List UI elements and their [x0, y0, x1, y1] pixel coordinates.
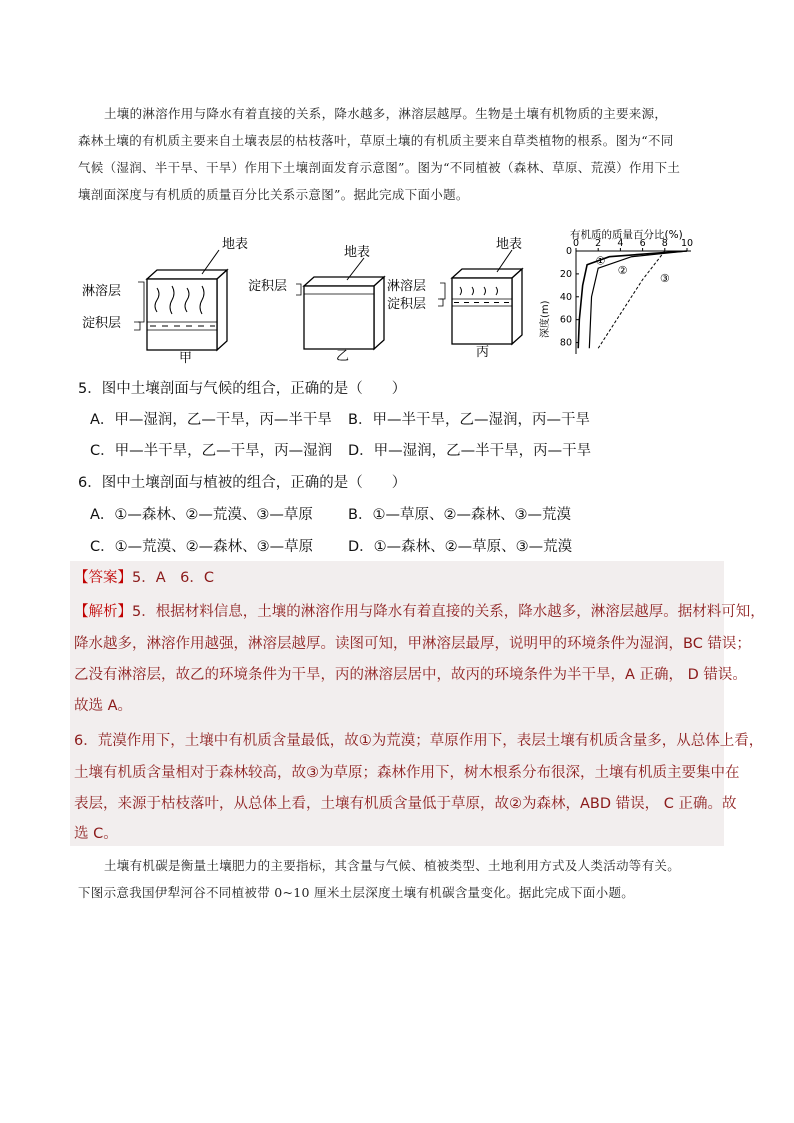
series-label-1: ① [595, 254, 606, 268]
series-label-2: ② [617, 263, 628, 277]
outro-line-2: 下图示意我国伊犁河谷不同植被带 0~10 厘米土层深度土壤有机碳含量变化。据此完成下面小题。 [78, 885, 635, 900]
profile-jia [82, 236, 248, 366]
q6-option-a[interactable]: A．①—森林、②—荒漠、③—草原 [90, 507, 313, 523]
x-tick-label: 0 [572, 238, 580, 249]
yi-surface-label: 地表 [344, 245, 371, 260]
y-tick-label: 20 [559, 268, 572, 280]
organic-matter-chart [538, 228, 693, 354]
analysis-tag: 【解析】 [74, 604, 132, 620]
y-tick-label: 40 [559, 291, 572, 303]
bing-deposit-label: 淀积层 [387, 297, 427, 312]
profile-bing [387, 236, 522, 360]
q5-option-b[interactable]: B．甲—半干旱，乙—湿润，丙—干旱 [348, 412, 590, 428]
intro-line-1: 土壤的淋溶作用与降水有着直接的关系，降水越多，淋溶层越厚。生物是土壤有机物质的主要来源， [104, 106, 668, 121]
analysis-line-8: 选 C。 [74, 826, 118, 842]
y-tick-label: 60 [559, 314, 572, 326]
q6-option-d[interactable]: D．①—森林、②—草原、③—荒漠 [348, 539, 573, 555]
q5-stem: 5．图中土壤剖面与气候的组合，正确的是（ ） [78, 381, 407, 397]
series-line-3 [598, 251, 665, 348]
bing-surface-label: 地表 [496, 237, 523, 252]
analysis-line-6: 土壤有机质含量相对于森林较高，故③为草原；森林作用下，树木根系分布很深，土壤有机质主要集中在 [74, 765, 740, 781]
yi-label: 乙 [336, 349, 350, 364]
analysis-line-2: 降水越多，淋溶作用越强，淋溶层越厚。读图可知，甲淋溶层最厚，说明甲的环境条件为湿润，BC 错误； [74, 636, 751, 652]
answer-text: 5．A 6．C [132, 570, 214, 586]
q5-option-a[interactable]: A．甲—湿润，乙—干旱，丙—半干旱 [90, 412, 332, 428]
yi-deposit-label: 淀积层 [248, 279, 288, 294]
x-tick-label: 4 [617, 238, 624, 249]
answer-tag: 【答案】 [74, 570, 132, 586]
analysis-text-1: 5．根据材料信息，土壤的淋溶作用与降水有着直接的关系，降水越多，淋溶层越厚。据材料可知， [132, 604, 765, 620]
chart-title: 有机质的质量百分比(%) [570, 229, 683, 241]
q5-option-d[interactable]: D．甲—湿润，乙—半干旱，丙—干旱 [348, 443, 592, 459]
q6-stem: 6．图中土壤剖面与植被的组合，正确的是（ ） [78, 475, 407, 491]
x-tick-label: 2 [595, 238, 602, 249]
analysis-line-1 [74, 600, 765, 621]
profile-yi [248, 244, 384, 364]
jia-deposit-label: 淀积层 [82, 316, 122, 331]
intro-paragraph [78, 100, 718, 208]
q6-option-b[interactable]: B．①—草原、②—森林、③—荒漠 [348, 507, 571, 523]
x-tick-label: 6 [639, 238, 646, 249]
y-tick-label: 80 [559, 337, 572, 349]
intro-line-2: 森林土壤的有机质主要来自土壤表层的枯枝落叶，草原土壤的有机质主要来自草类植物的根系。图为“不同 [78, 133, 674, 148]
bing-leach-label: 淋溶层 [387, 279, 427, 294]
q5-option-c[interactable]: C．甲—半干旱，乙—干旱，丙—湿润 [90, 443, 333, 459]
jia-leach-label: 淋溶层 [82, 284, 122, 299]
answer-line [74, 566, 214, 587]
jia-label: 甲 [179, 351, 193, 366]
analysis-line-3: 乙没有淋溶层，故乙的环境条件为干旱，丙的淋溶层居中，故丙的环境条件为半干旱，A 正确， D 错误。 [74, 667, 747, 683]
jia-surface-label: 地表 [222, 237, 249, 252]
intro-line-4: 壤剖面深度与有机质的质量百分比关系示意图”。据此完成下面小题。 [78, 187, 469, 202]
soil-figure [82, 226, 722, 366]
x-tick-label: 8 [661, 238, 668, 249]
chart-ylabel: 深度(m) [540, 300, 551, 338]
analysis-line-5: 6．荒漠作用下，土壤中有机质含量最低，故①为荒漠；草原作用下，表层土壤有机质含量多，从总体上看， [74, 733, 764, 749]
intro-line-3: 气候（湿润、半干旱、干旱）作用下土壤剖面发育示意图”。图为“不同植被（森林、草原、荒漠）作用下土 [78, 160, 681, 175]
bing-label: 丙 [476, 345, 490, 360]
x-tick-label: 10 [680, 238, 694, 249]
outro-paragraph [78, 852, 718, 906]
outro-line-1: 土壤有机碳是衡量土壤肥力的主要指标，其含量与气候、植被类型、土地利用方式及人类活动等有关。 [104, 858, 681, 873]
y-tick-label: 0 [565, 246, 572, 257]
series-label-3: ③ [659, 271, 670, 285]
analysis-line-7: 表层，来源于枯枝落叶，从总体上看，土壤有机质含量低于草原，故②为森林，ABD 错误， C 正确。故 [74, 796, 737, 812]
q6-option-c[interactable]: C．①—荒漠、②—森林、③—草原 [90, 539, 314, 555]
analysis-line-4: 故选 A。 [74, 698, 133, 714]
